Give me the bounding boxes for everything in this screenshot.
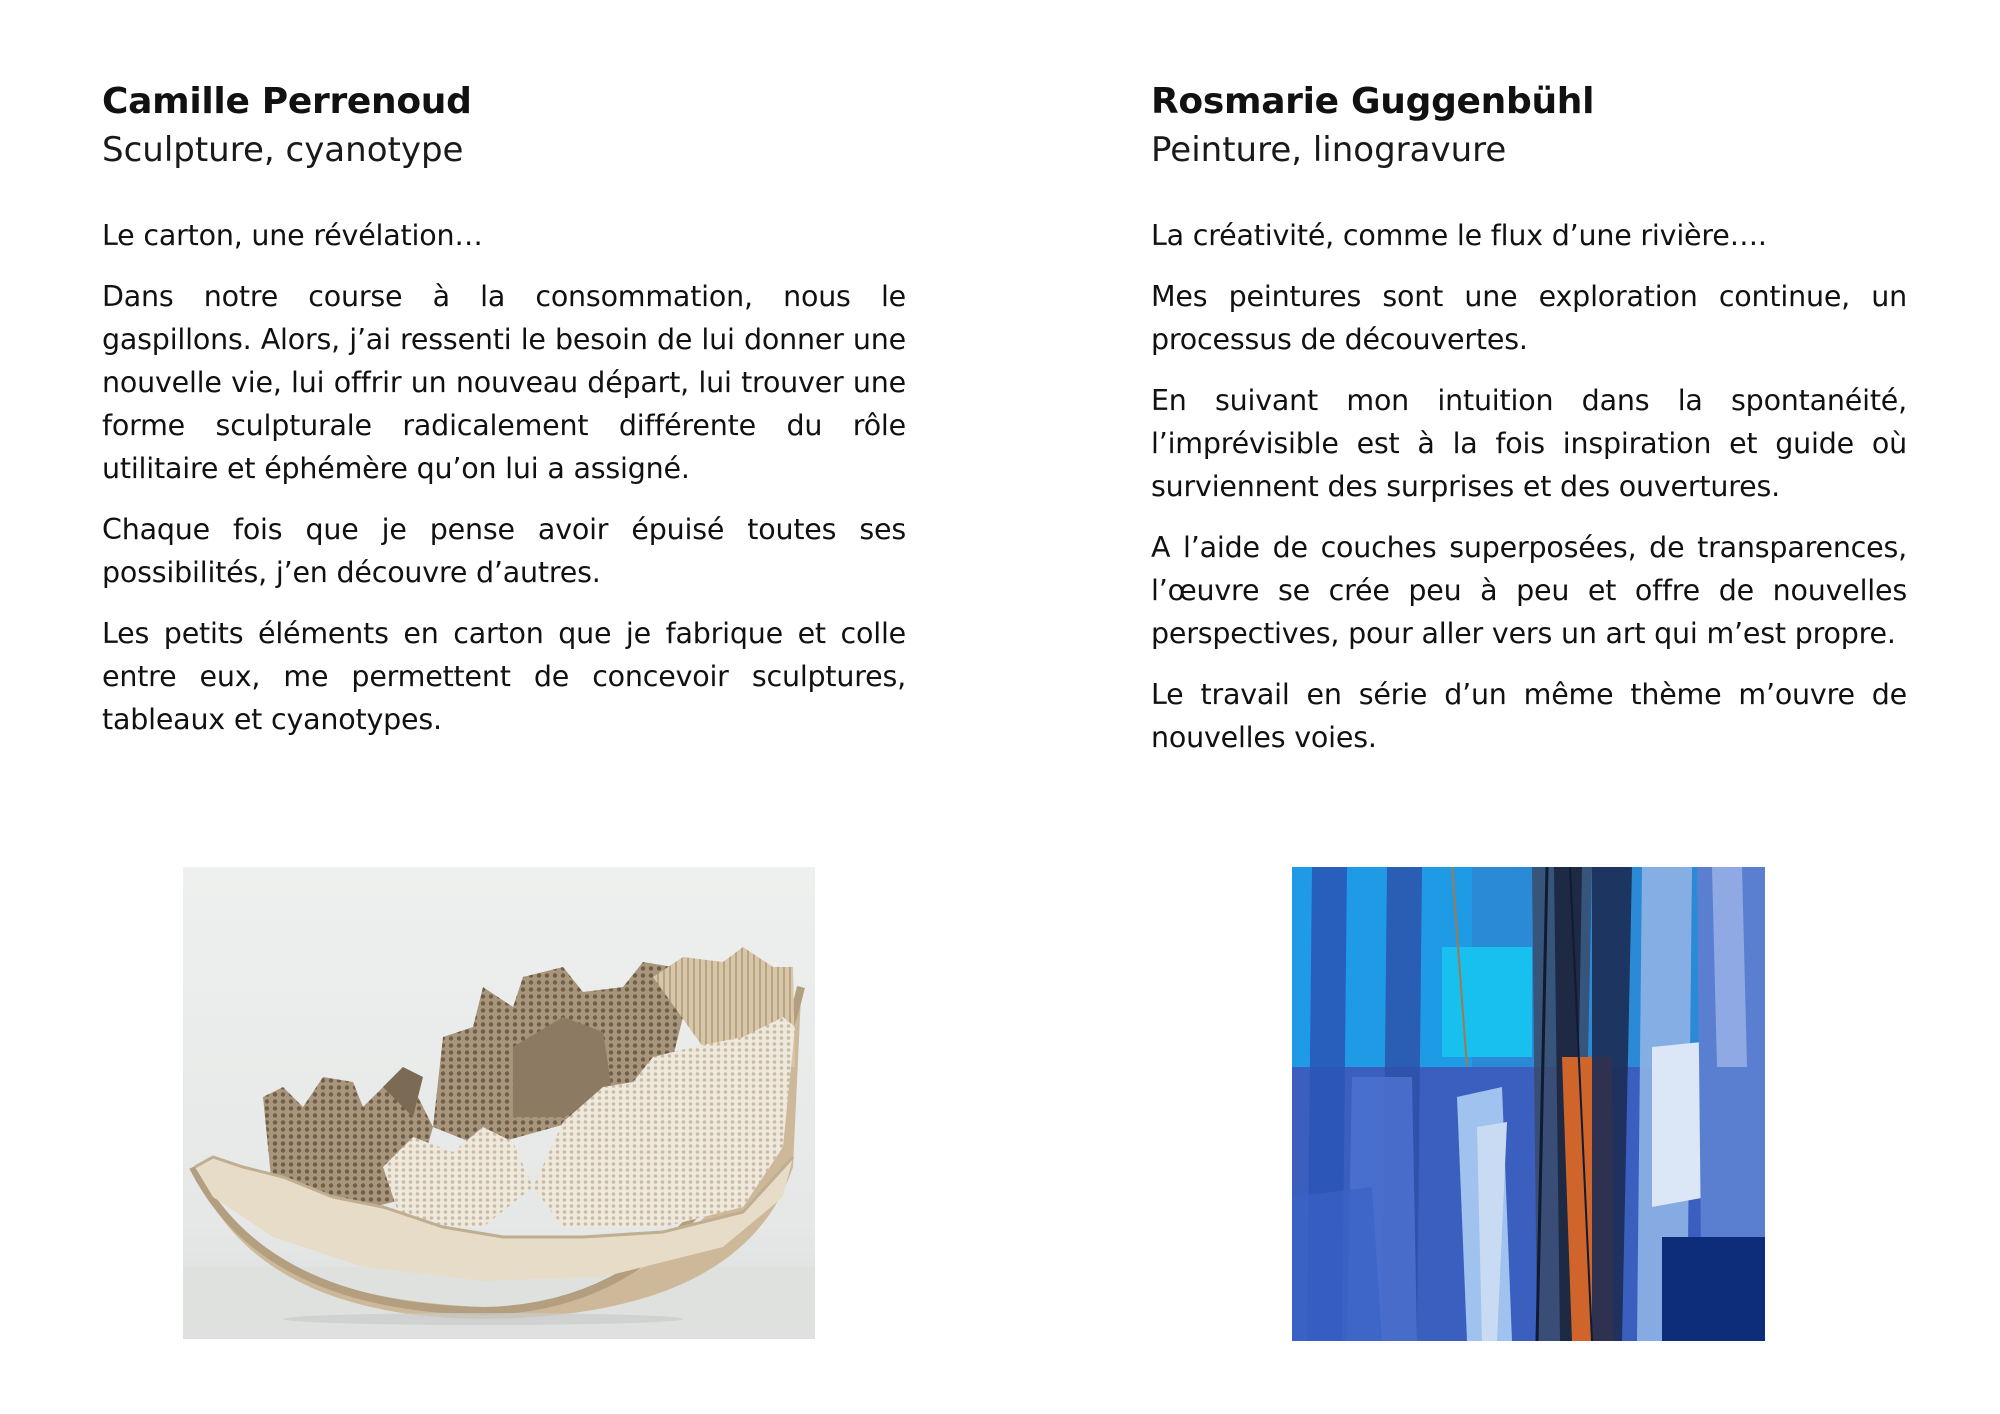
artist-name: Rosmarie Guggenbühl [1151, 81, 1595, 122]
artist-discipline: Sculpture, cyanotype [102, 130, 464, 170]
artist-discipline: Peinture, linogravure [1151, 130, 1507, 170]
artist-paragraph: La créativité, comme le flux d’une rivière…. [1151, 219, 1767, 252]
artist-column-left [102, 78, 906, 759]
artist-paragraph: A l’aide de couches superposées, de transparences, l’œuvre se crée peu à peu et offre de nouvelles perspectives, pour aller vers un art qui m’est propre. [1151, 531, 1907, 650]
artist-paragraph: Mes peintures sont une exploration continue, un processus de découvertes. [1151, 280, 1907, 356]
artist-paragraph: En suivant mon intuition dans la spontanéité, l’imprévisible est à la fois inspiration et guide où surviennent des surprises et des ouvertures. [1151, 384, 1907, 503]
artist-paragraph: Les petits éléments en carton que je fabrique et colle entre eux, me permettent de concevoir sculptures, tableaux et cyanotypes. [102, 617, 906, 736]
artist-paragraph: Dans notre course à la consommation, nous le gaspillons. Alors, j’ai ressenti le besoin de lui donner une nouvelle vie, lui offrir un nouveau départ, lui trouver une forme sculpturale radicalement différente du rôle utilitaire et éphémère qu’on lui a assigné. [102, 280, 906, 485]
artist-paragraph: Le carton, une révélation… [102, 219, 483, 252]
artist-paragraph: Le travail en série d’un même thème m’ouvre de nouvelles voies. [1151, 678, 1907, 754]
cardboard-bowl-sculpture-image [183, 867, 815, 1339]
artist-paragraph: Chaque fois que je pense avoir épuisé toutes ses possibilités, j’en découvre d’autres. [102, 513, 906, 589]
artist-name: Camille Perrenoud [102, 81, 472, 122]
blue-abstract-painting-image [1292, 867, 1765, 1341]
artist-column-right [1151, 78, 1907, 777]
